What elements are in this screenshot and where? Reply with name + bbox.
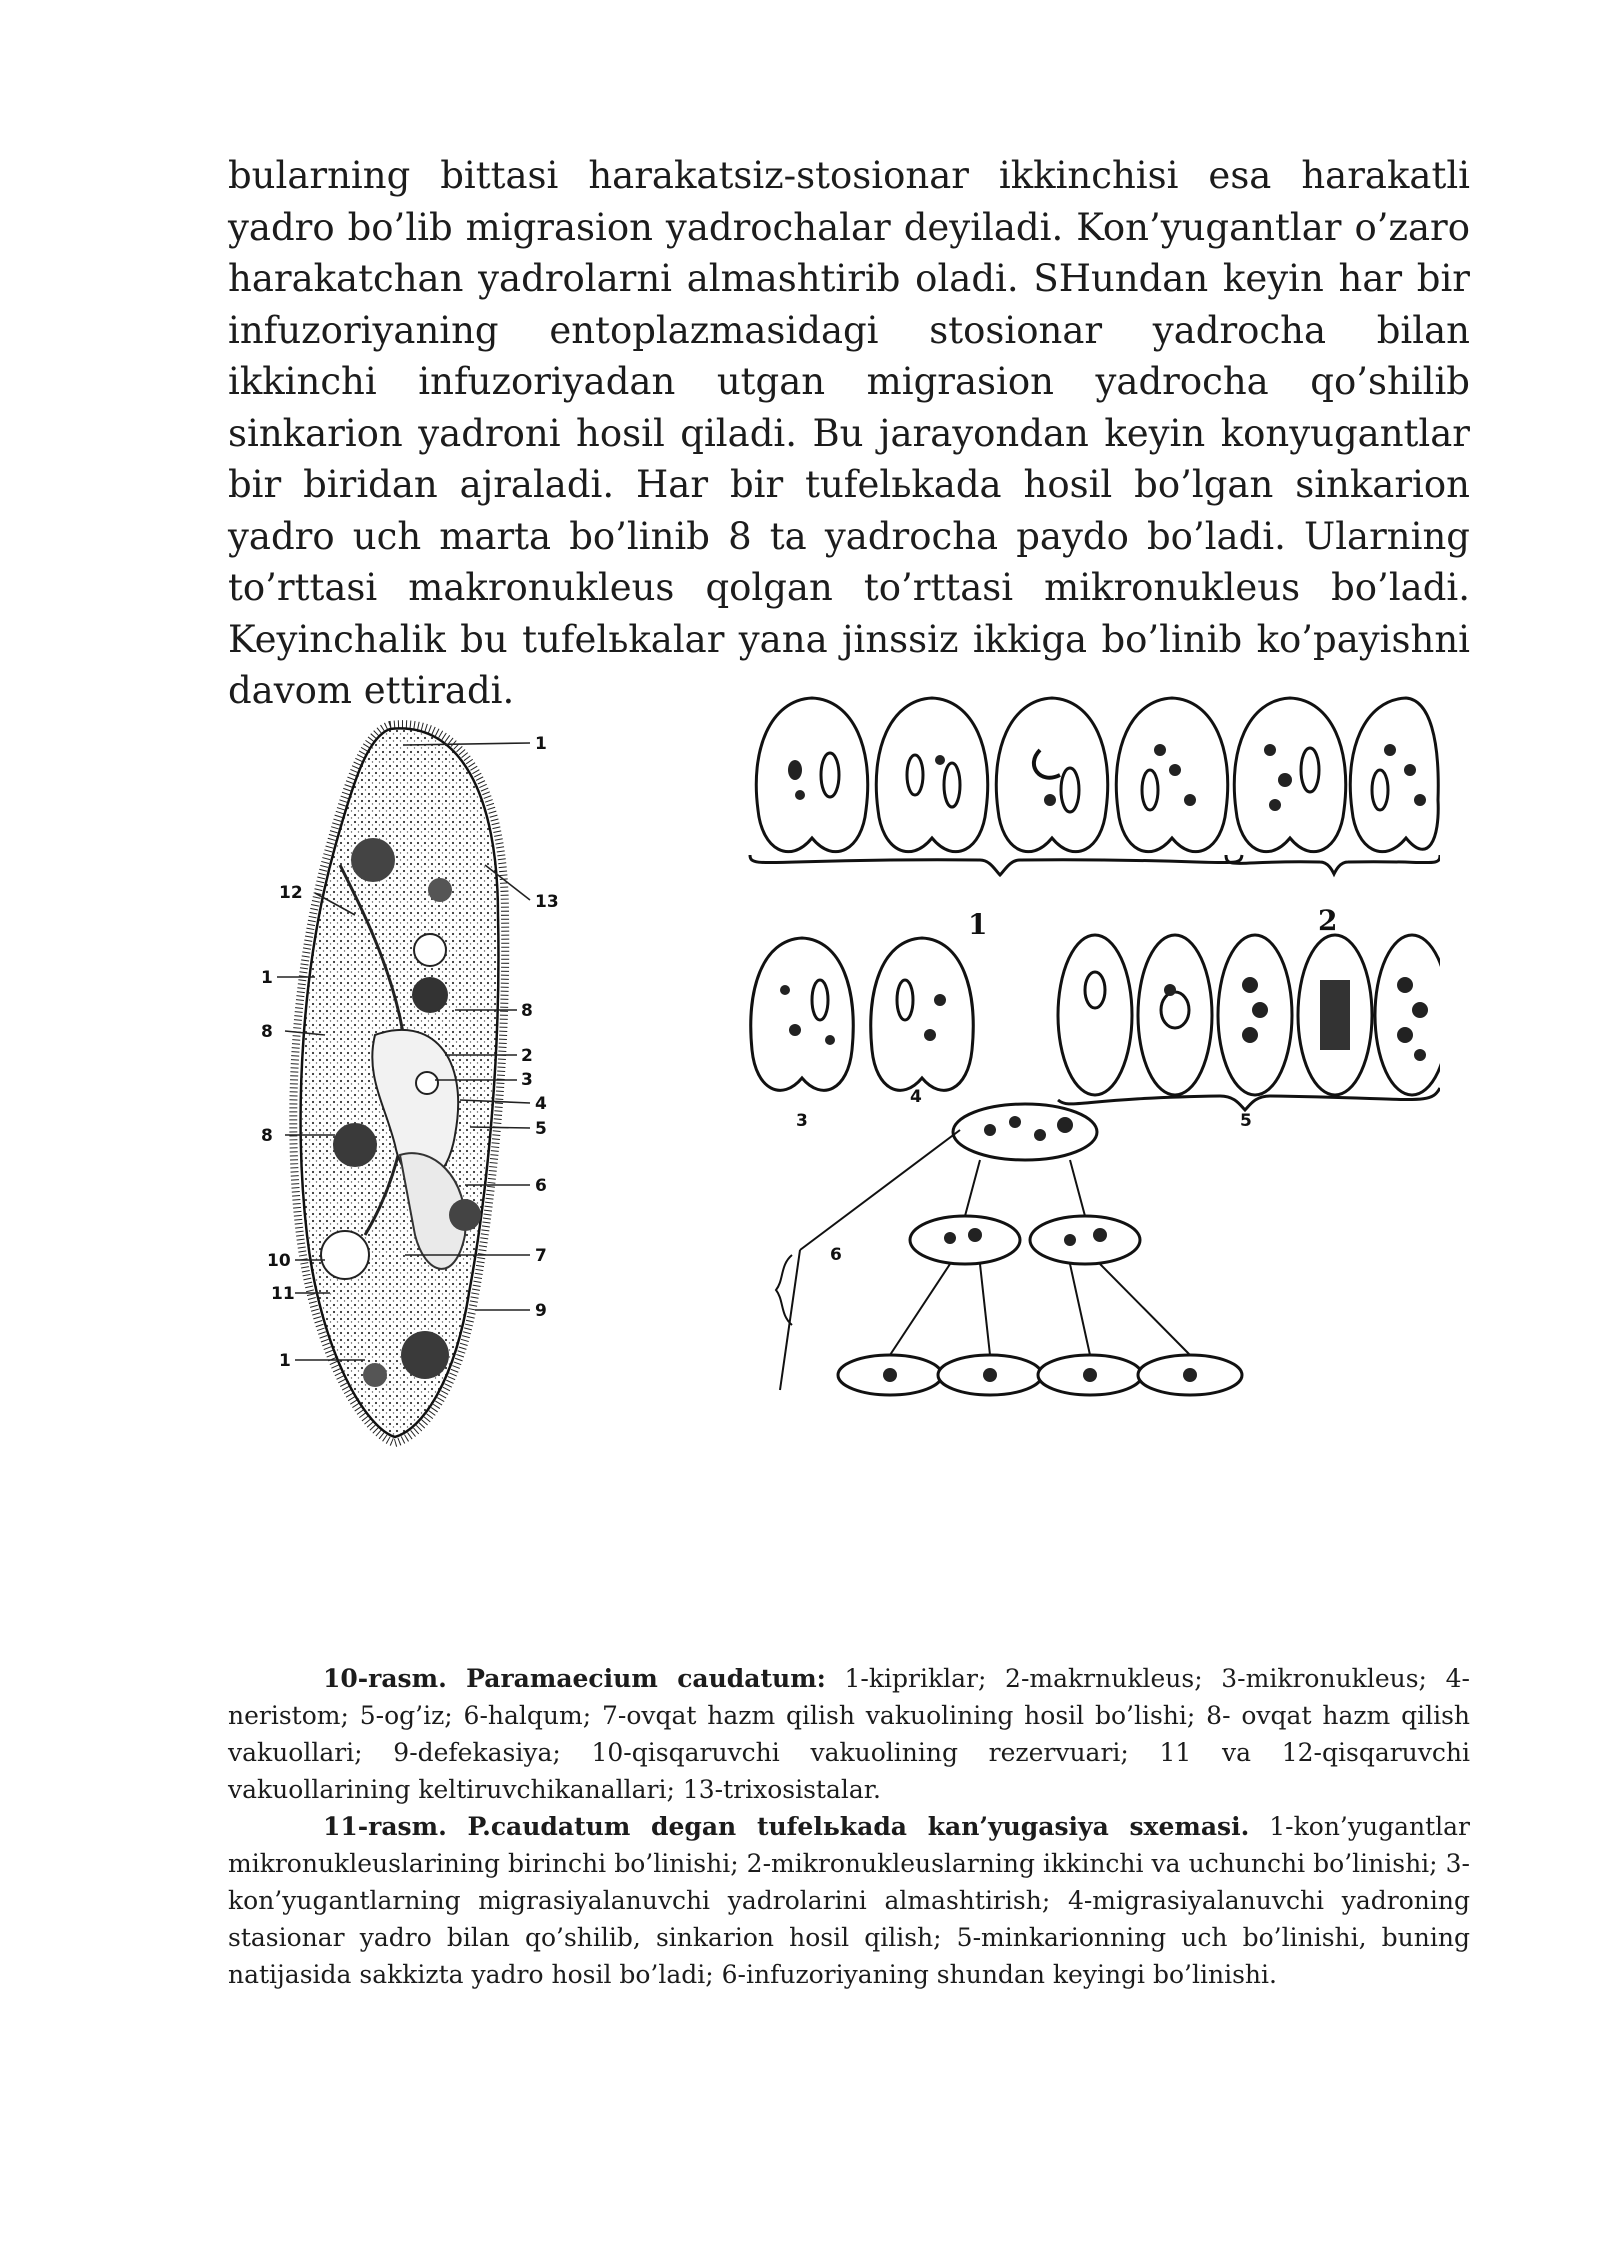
fig11-label-4: 4 (910, 1087, 922, 1107)
fig10-label-4: 4 (535, 1094, 547, 1114)
fig11-label-6: 6 (830, 1245, 842, 1265)
caption-11-text: 1-kon’yugantlar mikronukleuslarining birinchi bo’linishi; 2-mikronukleuslarning ikkinchi va uchunchi bo’linishi; 3-kon’yugantlarning migrasiyalanuvchi yadrolarini almashtirish; 4-migrasiyalanuvchi yadroning stasionar yadro bilan qo’shilib, sinkarion hosil qilish; 5-minkarionning uch bo’linishi, buning natijasida sakkizta yadro hosil bo’ladi; 6-infuzoriyaning shundan keyingi bo’linishi. (228, 1812, 1470, 1989)
fig11-label-1: 1 (968, 908, 988, 941)
food-vacuole-shape (363, 1363, 387, 1387)
food-vacuole-shape (351, 838, 395, 882)
contractile-vacuole-shape (414, 934, 446, 966)
food-vacuole-shape (428, 878, 452, 902)
pairs-row-1 (756, 698, 1438, 852)
food-vacuole-shape (401, 1331, 449, 1379)
pairs-row-2 (751, 938, 973, 1090)
division-tree-cells (838, 1104, 1242, 1395)
fig10-label-13: 13 (535, 892, 559, 912)
cells-row-2 (1058, 935, 1440, 1095)
food-vacuole-shape (333, 1123, 377, 1167)
figure-captions (228, 1660, 1470, 1993)
fig10-label-7: 7 (535, 1246, 547, 1266)
fig11-label-5: 5 (1240, 1111, 1252, 1131)
caption-figure-11 (228, 1808, 1470, 1993)
micronucleus-shape (416, 1072, 438, 1094)
caption-10-text: 1-kipriklar; 2-makrnukleus; 3-mikronukleus; 4-neristom; 5-og’iz; 6-halqum; 7-ovqat hazm qilish vakuolining hosil bo’lishi; 8- ovqat hazm qilish vakuollari; 9-defekasiya; 10-qisqaruvchi vakuolining rezervuari; 11 va 12-qisqaruvchi vakuollarining keltiruvchikanallari; 13-trixosistalar. (228, 1664, 1470, 1804)
fig10-label-8-right: 8 (521, 1001, 533, 1021)
fig10-label-10: 10 (267, 1251, 291, 1271)
fig10-label-5: 5 (535, 1119, 547, 1139)
caption-11-title: 11-rasm. P.caudatum degan tufelьkada kan’yugasiya sxemasi. (323, 1812, 1250, 1841)
fig10-label-9: 9 (535, 1301, 547, 1321)
conjugation-diagram (740, 690, 1440, 1410)
body-paragraph: bularning bittasi harakatsiz-stosionar ikkinchisi esa harakatli yadro bo’lib migrasion yadrochalar deyiladi. Kon’yugantlar o’zaro harakatchan yadrolarni almashtirib oladi. SHundan keyin har bir infuzoriyaning entoplazmasidagi stosionar yadrocha bilan ikkinchi infuzoriyadan utgan migrasion yadrocha qo’shilib sinkarion yadroni hosil qiladi. Bu jarayondan keyin konyugantlar bir biridan ajraladi. Har bir tufelьkada hosil bo’lgan sinkarion yadro uch marta bo’linib 8 ta yadrocha paydo bo’ladi. Ularning to’rttasi makronukleus qolgan to’rttasi mikronukleus bo’ladi. Keyinchalik bu tufelьkalar yana jinssiz ikkiga bo’linib ko’payishni davom ettiradi. (228, 154, 1470, 712)
fig10-label-8-b: 8 (261, 1126, 273, 1146)
contractile-vacuole-shape (321, 1231, 369, 1279)
fig10-label-11: 11 (271, 1284, 295, 1304)
fig11-label-3: 3 (796, 1111, 808, 1131)
figure-10-paramecium (255, 715, 585, 1455)
food-vacuole-shape (412, 977, 448, 1013)
caption-figure-10 (228, 1660, 1470, 1808)
fig10-label-1-bottom: 1 (279, 1351, 291, 1371)
fig10-label-1-top: 1 (535, 734, 547, 754)
fig10-label-6: 6 (535, 1176, 547, 1196)
figure-11-conjugation (740, 690, 1440, 1410)
fig10-label-12: 12 (279, 883, 303, 903)
fig11-label-2: 2 (1318, 904, 1338, 937)
brace-group-2 (1226, 855, 1440, 874)
food-vacuole-shape (449, 1199, 481, 1231)
brace-group-1 (750, 855, 1242, 875)
fig10-label-1-left: 1 (261, 968, 273, 988)
paramecium-illustration (255, 715, 585, 1455)
caption-10-title: 10-rasm. Paramaecium caudatum: (323, 1664, 826, 1693)
fig10-label-8-a: 8 (261, 1022, 273, 1042)
fig10-label-3: 3 (521, 1070, 533, 1090)
fig10-label-2: 2 (521, 1046, 533, 1066)
